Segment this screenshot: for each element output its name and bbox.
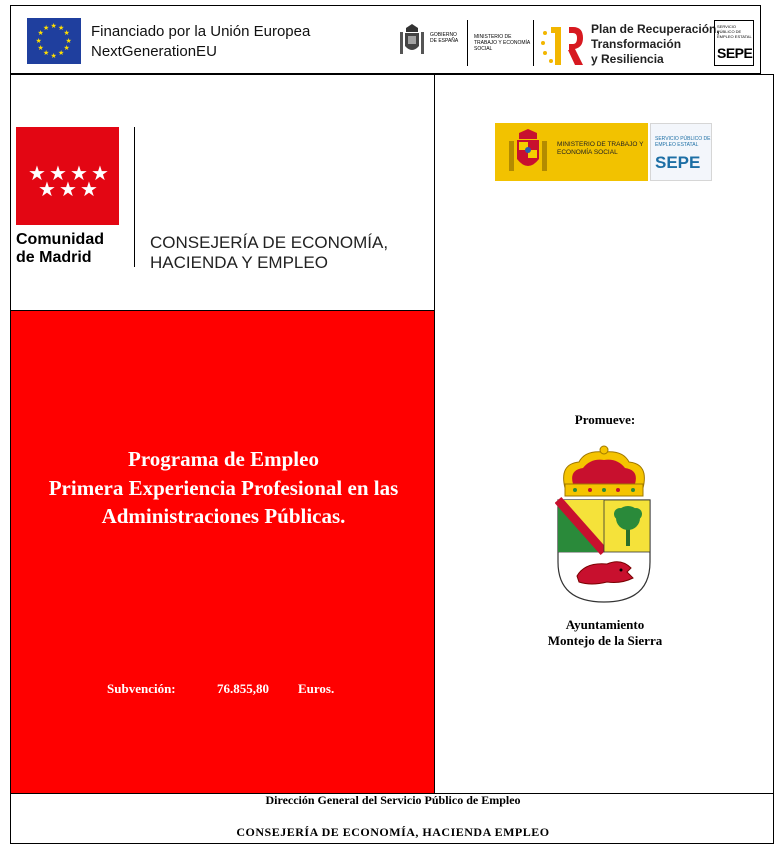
eu-funding-line2: NextGenerationEU xyxy=(91,43,217,60)
subvencion-amount: 76.855,80 xyxy=(217,681,269,696)
eu-star-icon: ★ xyxy=(50,51,57,60)
ministerio-label: MINISTERIO DE TRABAJO Y ECONOMÍA SOCIAL xyxy=(474,34,530,52)
comunidad-madrid-cell xyxy=(10,74,435,311)
eu-funding-text xyxy=(91,22,310,62)
eu-star-icon: ★ xyxy=(37,44,44,52)
eu-flag-icon xyxy=(27,18,81,64)
banner-divider xyxy=(533,20,534,66)
eu-funding-line1: Financiado por la Unión Europea xyxy=(91,23,311,40)
programa-cell xyxy=(10,310,435,794)
prtr-text xyxy=(591,22,720,67)
eu-star-icon: ★ xyxy=(58,49,65,58)
comunidad-divider xyxy=(134,127,135,267)
eu-star-icon: ★ xyxy=(65,36,72,45)
comunidad-name-line2: de Madrid xyxy=(16,249,92,266)
prtr-line3: y Resiliencia xyxy=(591,52,664,66)
banner-divider xyxy=(467,20,468,66)
consejeria-line2: HACIENDA Y EMPLEO xyxy=(150,253,328,272)
ayuntamiento-name xyxy=(435,617,774,649)
comunidad-madrid-flag-icon: ★ ★ ★ ★ ★ ★ ★ xyxy=(16,127,119,225)
eu-star-icon: ★ xyxy=(43,49,50,58)
promotor-cell xyxy=(434,74,774,794)
eu-star-icon: ★ xyxy=(58,23,65,32)
eu-star-icon: ★ xyxy=(43,23,50,32)
ministerio-logo xyxy=(495,123,648,181)
programa-title: Programa de Empleo Primera Experiencia Profesional en las Administraciones Públicas. xyxy=(48,447,399,528)
eu-star-icon: ★ xyxy=(35,36,42,45)
ministerio-sepe-logo xyxy=(495,123,712,183)
prtr-line2: Transformación xyxy=(591,37,682,51)
gobierno-label: GOBIERNO DE ESPAÑA xyxy=(430,32,459,44)
eu-star-icon: ★ xyxy=(63,29,70,37)
prtr-line1: Plan de Recuperación, xyxy=(591,22,720,36)
ayuntamiento-line1: Ayuntamiento xyxy=(565,617,645,632)
sepe-logo xyxy=(650,123,712,181)
subvencion-currency: Euros. xyxy=(298,681,335,696)
consejeria-name xyxy=(150,233,430,273)
prtr-logo-icon xyxy=(539,21,585,67)
spain-coat-of-arms-icon xyxy=(507,129,549,175)
funding-banner xyxy=(10,5,761,74)
comunidad-madrid-name xyxy=(16,231,104,267)
comunidad-name-line1: Comunidad xyxy=(16,231,104,248)
sepe-small-caption: SERVICIO PÚBLICO DE EMPLEO ESTATAL xyxy=(717,24,752,39)
sepe-logo-small xyxy=(714,20,754,66)
sepe-small-label: SEPE xyxy=(717,45,753,61)
eu-star-icon: ★ xyxy=(63,44,70,52)
footer-direccion: Dirección General del Servicio Público de Empleo xyxy=(265,793,521,807)
spain-coat-of-arms-icon xyxy=(399,24,425,58)
ayuntamiento-line2: Montejo de la Sierra xyxy=(547,633,663,648)
eu-star-icon: ★ xyxy=(37,29,44,37)
consejeria-line1: CONSEJERÍA DE ECONOMÍA, xyxy=(150,233,389,252)
footer xyxy=(10,793,774,844)
promueve-label: Promueve: xyxy=(574,412,636,427)
subvencion-label: Subvención: xyxy=(107,681,176,696)
sepe-label: SEPE xyxy=(655,153,701,172)
footer-consejeria: CONSEJERÍA DE ECONOMÍA, HACIENDA EMPLEO xyxy=(236,825,550,839)
eu-star-icon: ★ xyxy=(50,21,57,30)
montejo-coat-of-arms-icon xyxy=(555,444,653,604)
sepe-caption: SERVICIO PÚBLICO DE EMPLEO ESTATAL xyxy=(655,136,711,148)
ministerio-text: MINISTERIO DE TRABAJO Y ECONOMÍA SOCIAL xyxy=(557,141,644,156)
